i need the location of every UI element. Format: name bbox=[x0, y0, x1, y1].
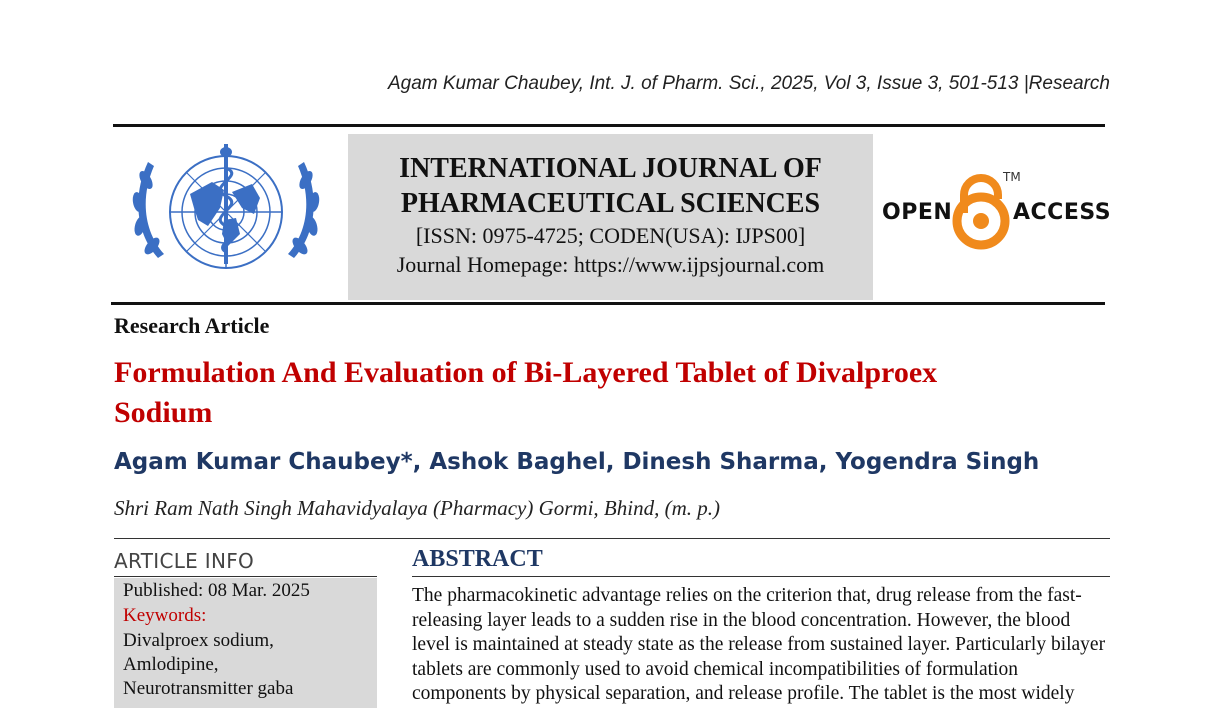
trademark-mark: TM bbox=[1003, 170, 1021, 184]
abstract-line: components by physical separation, and release profile. The tablet is the most widely bbox=[412, 683, 1075, 704]
article-title: Formulation And Evaluation of Bi-Layered Tablet of Divalproex Sodium bbox=[114, 356, 938, 429]
article-info-box bbox=[114, 578, 377, 708]
journal-emblem-logo bbox=[128, 138, 324, 282]
published-date: Published: 08 Mar. 2025 bbox=[123, 580, 310, 601]
abstract-line: tablets are commonly used to avoid chemical incompatibilities of formulation bbox=[412, 658, 1018, 680]
abstract-heading: ABSTRACT bbox=[412, 546, 543, 572]
article-info-rule bbox=[114, 576, 377, 577]
author-list: Agam Kumar Chaubey*, Ashok Baghel, Dinesh Sharma, Yogendra Singh bbox=[114, 449, 1040, 475]
abstract-body bbox=[412, 584, 1110, 707]
abstract-line: releasing layer leads to a sudden rise in the blood concentration. However, the blood bbox=[412, 609, 1071, 631]
journal-name bbox=[348, 151, 873, 221]
abstract-line: level is maintained at steady state as the release from sustained layer. Particularly bilayer bbox=[412, 634, 1106, 655]
journal-masthead bbox=[348, 134, 873, 300]
journal-name-line-1: INTERNATIONAL JOURNAL OF bbox=[399, 153, 822, 184]
header-bottom-rule bbox=[111, 302, 1105, 305]
running-head: Agam Kumar Chaubey, Int. J. of Pharm. Sci., 2025, Vol 3, Issue 3, 501-513 |Research bbox=[387, 73, 1110, 94]
open-access-open-label: OPEN bbox=[882, 200, 953, 225]
author-affiliation: Shri Ram Nath Singh Mahavidyalaya (Pharmacy) Gormi, Bhind, (m. p.) bbox=[114, 496, 720, 520]
open-access-access-label: ACCESS bbox=[1013, 200, 1112, 225]
keyword-item: Amlodipine, bbox=[123, 654, 219, 675]
keywords-label: Keywords: bbox=[123, 605, 207, 626]
journal-issn: [ISSN: 0975-4725; CODEN(USA): IJPS00] bbox=[415, 223, 806, 248]
keyword-item: Neurotransmitter gaba bbox=[123, 678, 294, 699]
keyword-item: Divalproex sodium, bbox=[123, 630, 274, 651]
journal-homepage: Journal Homepage: https://www.ijpsjournal.com bbox=[396, 252, 825, 277]
abstract-rule bbox=[412, 576, 1110, 577]
article-type: Research Article bbox=[114, 313, 270, 338]
journal-name-line-2: PHARMACEUTICAL SCIENCES bbox=[400, 188, 821, 219]
section-divider bbox=[114, 538, 1110, 539]
article-info-heading: ARTICLE INFO bbox=[114, 549, 255, 573]
abstract-line: The pharmacokinetic advantage relies on the criterion that, drug release from the fast- bbox=[412, 585, 1082, 606]
header-top-rule bbox=[113, 124, 1105, 127]
